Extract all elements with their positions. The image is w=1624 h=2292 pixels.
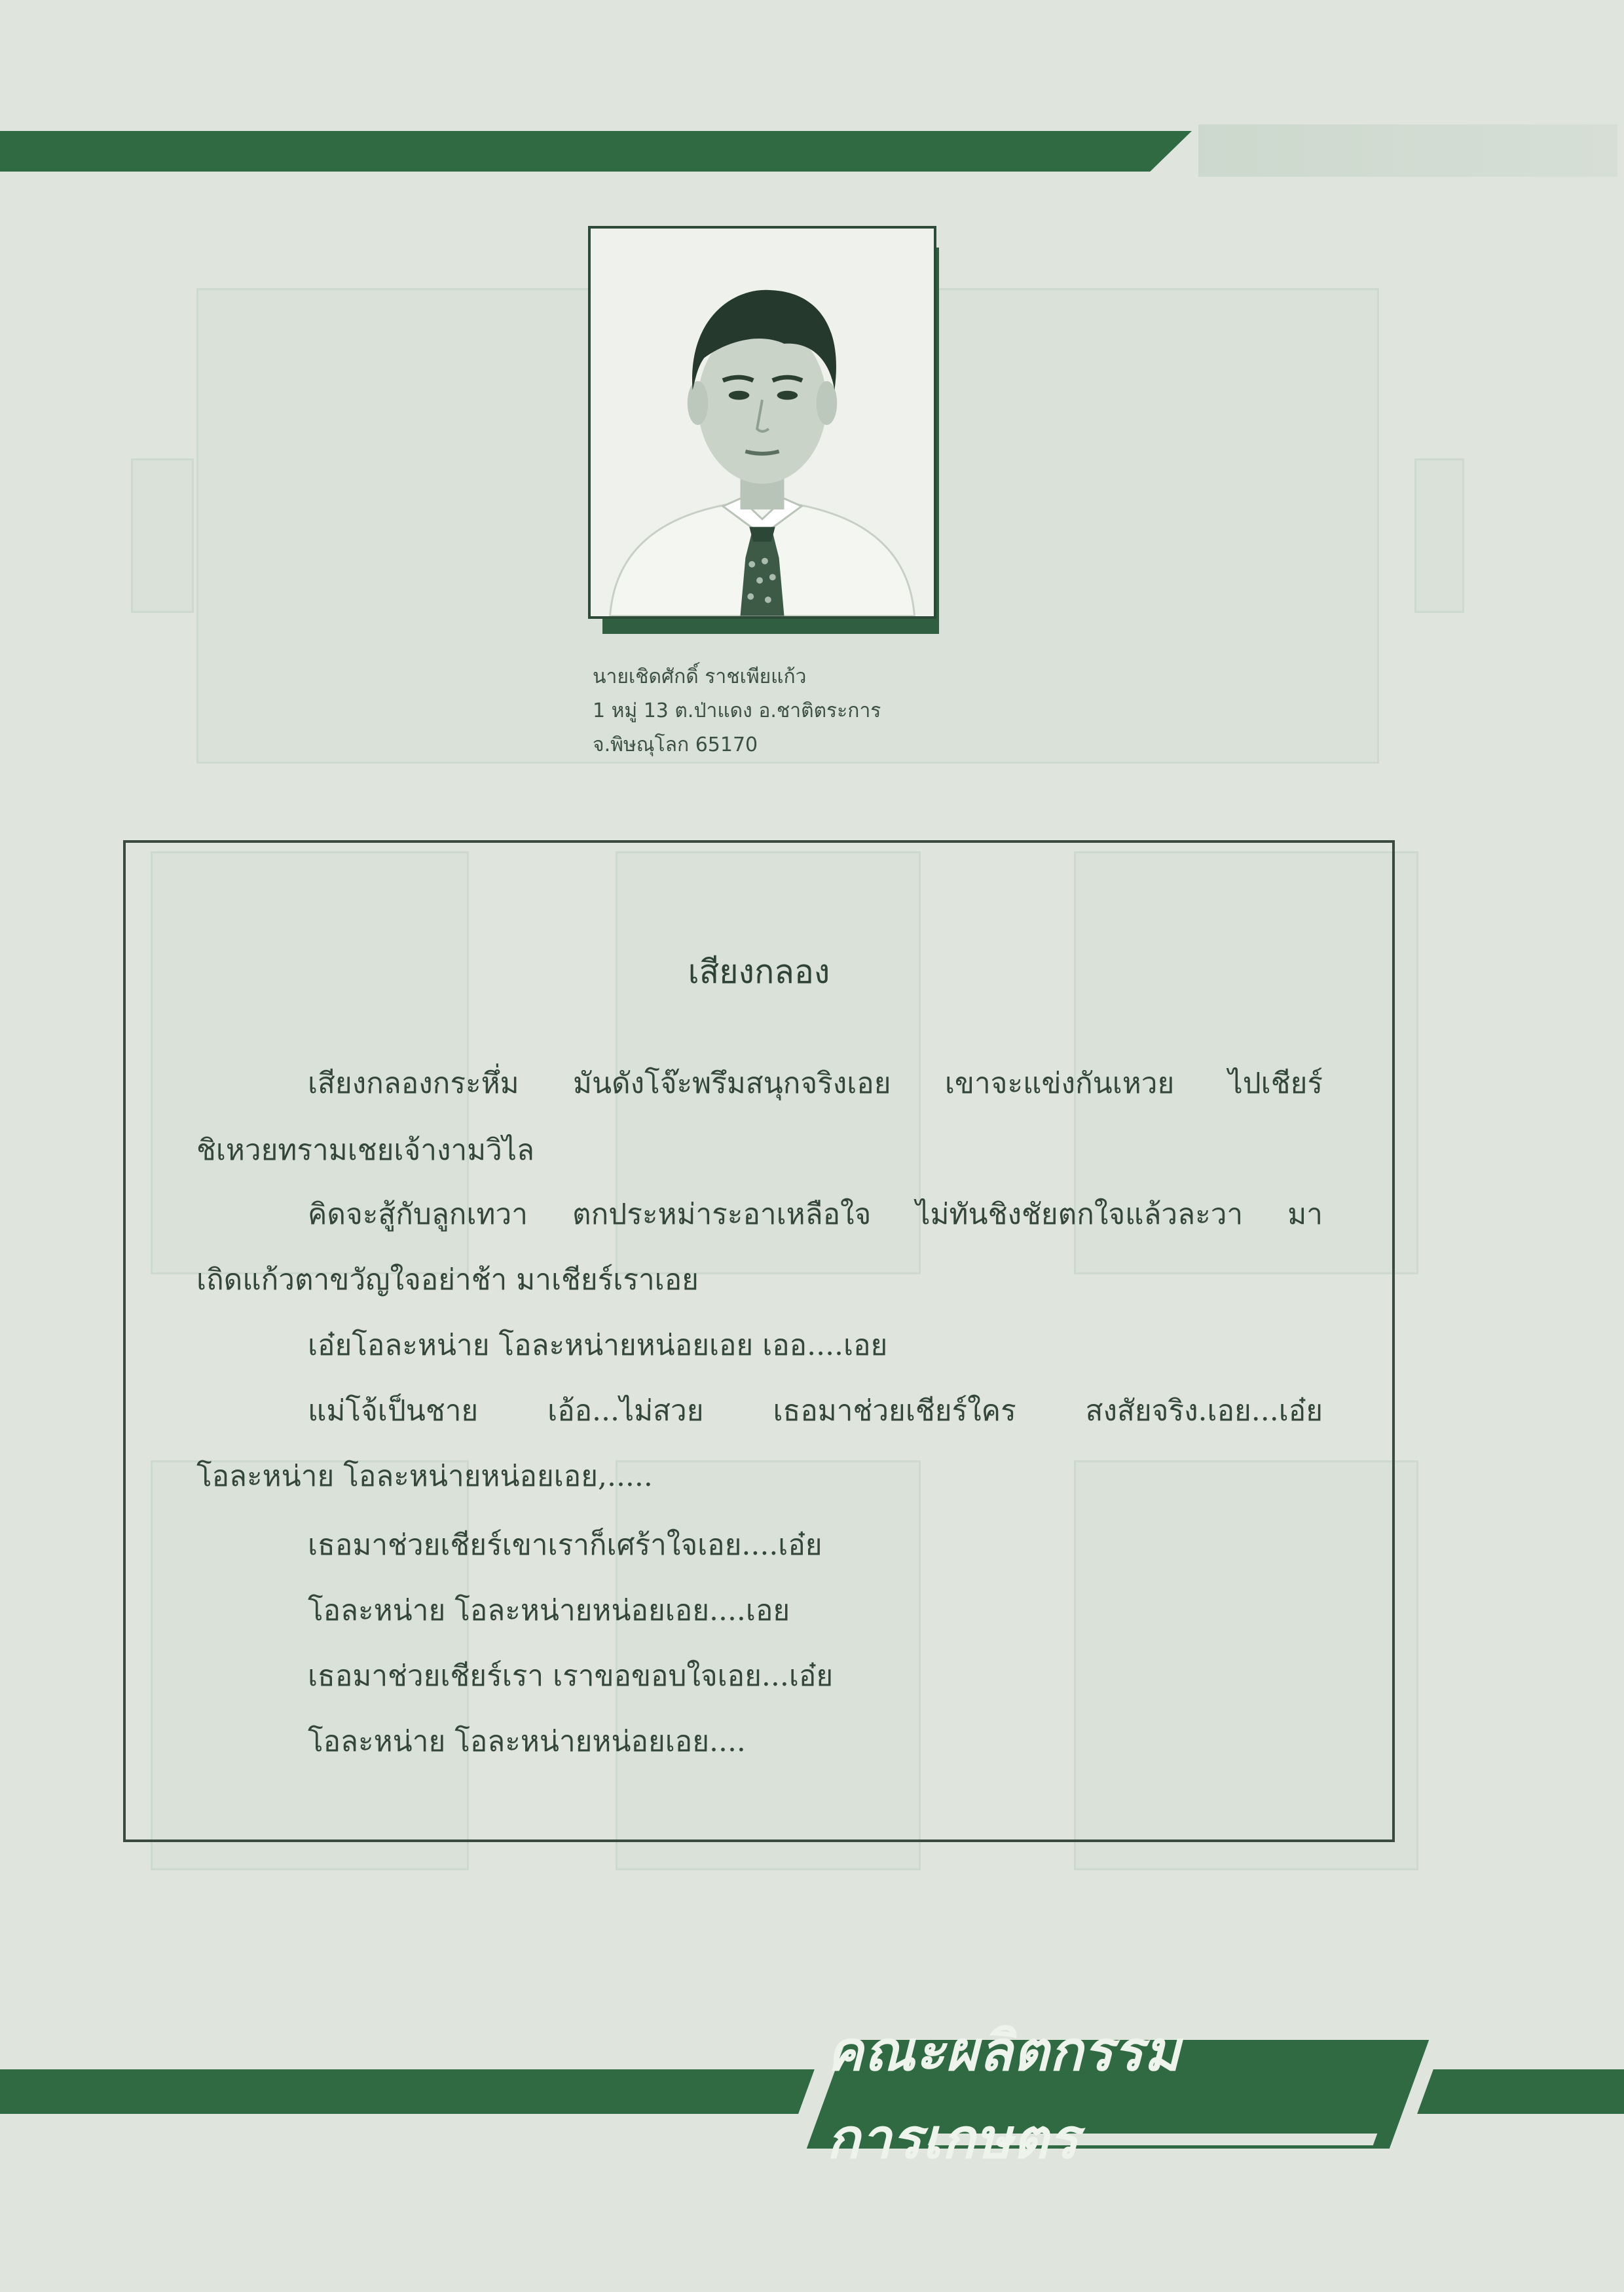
address-line-2: จ.พิษณุโลก 65170 — [593, 733, 758, 756]
footer-label: คณะผลิตกรรมการเกษตร — [826, 2019, 1181, 2171]
poem-line: เถิดแก้วตาขวัญใจอย่าช้า มาเชียร์เราเอย — [196, 1263, 699, 1297]
poem-line: ชิเหวยทรามเชยเจ้างามวิไล — [196, 1134, 534, 1167]
poem-line: แม่โจ้เป็นชาย เอ้อ...ไม่สวย เธอมาช่วยเชียร์ใคร สงสัยจริง.เอย...เอ๋ย — [308, 1394, 1323, 1428]
poem-line: เสียงกลองกระหึ่ม มันดังโจ๊ะพรึมสนุกจริงเอย เขาจะแข่งกันเหวย ไปเชียร์ — [308, 1067, 1323, 1100]
ghost-photo-right — [1414, 458, 1464, 613]
portrait-photo — [588, 226, 936, 619]
poem-line: เธอมาช่วยเชียร์เรา เราขอขอบใจเอย...เอ๋ย — [308, 1659, 834, 1693]
poem-title: เสียงกลอง — [688, 953, 830, 991]
top-banner-ghost — [1198, 124, 1617, 177]
poem-line: เธอมาช่วยเชียร์เขาเราก็เศร้าใจเอย....เอ๋ย — [308, 1528, 822, 1562]
poem-line: คิดจะสู้กับลูกเทวา ตกประหม่าระอาเหลือใจ ไม่ทันชิงชัยตกใจแล้วละวา มา — [308, 1198, 1323, 1231]
portrait-illustration — [591, 229, 934, 616]
poem-line: โอละหน่าย โอละหน่ายหน่อยเอย....เอย — [308, 1594, 790, 1627]
person-name: นายเชิดศักดิ์ ราชเพียแก้ว — [593, 665, 807, 688]
top-banner-bar — [0, 131, 1192, 172]
address-line-1: 1 หมู่ 13 ต.ป่าแดง อ.ชาติตระการ — [593, 699, 881, 722]
ghost-photo-left — [131, 458, 194, 613]
contact-block — [593, 660, 1051, 762]
poem-line: เอ๋ยโอละหน่าย โอละหน่ายหน่อยเอย เออ....เอย — [308, 1329, 888, 1362]
poem-line: โอละหน่าย โอละหน่ายหน่อยเอย,..... — [196, 1460, 653, 1493]
poem-line: โอละหน่าย โอละหน่ายหน่อยเอย.... — [308, 1725, 746, 1758]
